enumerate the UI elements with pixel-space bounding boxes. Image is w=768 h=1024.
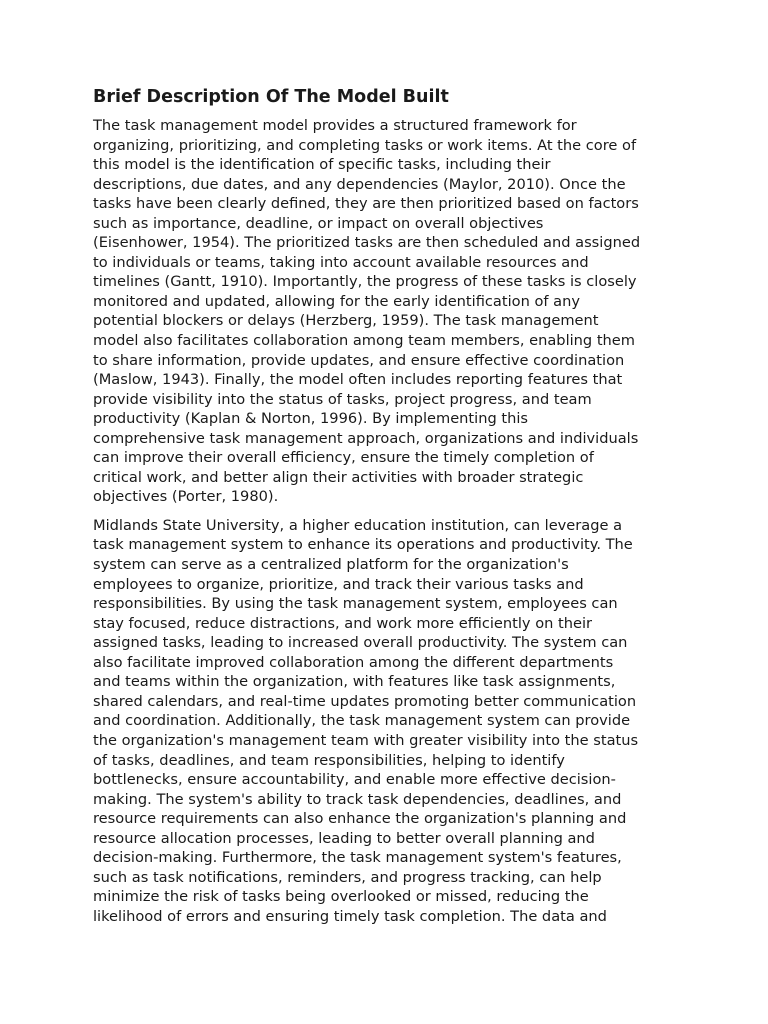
text-line: can improve their overall efficiency, ensure the timely completion of <box>93 449 594 467</box>
text-line: The task management model provides a structured framework for <box>93 117 577 134</box>
text-line: employees to organize, prioritize, and track their various tasks and <box>93 575 584 593</box>
document-page <box>93 86 675 935</box>
text-line: and teams within the organization, with features like task assignments, <box>93 673 616 691</box>
text-line: organizing, prioritizing, and completing tasks or work items. At the core of <box>93 136 637 154</box>
text-line: model also facilitates collaboration among team members, enabling them <box>93 332 635 350</box>
text-line: responsibilities. By using the task management system, employees can <box>93 595 618 613</box>
text-line: such as importance, deadline, or impact on overall objectives <box>93 214 544 232</box>
text-line: task management system to enhance its operations and productivity. The <box>93 536 633 554</box>
text-line: resource requirements can also enhance the organization's planning and <box>93 810 627 828</box>
text-line: comprehensive task management approach, organizations and individuals <box>93 429 639 447</box>
text-line: and coordination. Additionally, the task management system can provide <box>93 712 631 730</box>
text-line: system can serve as a centralized platform for the organization's <box>93 556 569 574</box>
text-line: critical work, and better align their activities with broader strategic <box>93 468 584 486</box>
document-title: Brief Description Of The Model Built <box>93 87 449 107</box>
text-line: (Eisenhower, 1954). The prioritized tasks are then scheduled and assigned <box>93 234 641 252</box>
text-line: (Maslow, 1943). Finally, the model often includes reporting features that <box>93 371 623 389</box>
text-line: provide visibility into the status of tasks, project progress, and team <box>93 390 592 408</box>
text-line: tasks have been clearly defined, they are then prioritized based on factors <box>93 195 639 213</box>
text-line: potential blockers or delays (Herzberg, 1959). The task management <box>93 312 599 330</box>
text-line: stay focused, reduce distractions, and work more efficiently on their <box>93 614 593 632</box>
text-line: objectives (Porter, 1980). <box>93 488 279 506</box>
text-line: of tasks, deadlines, and team responsibilities, helping to identify <box>93 751 565 769</box>
text-line: shared calendars, and real-time updates promoting better communication <box>93 692 637 710</box>
text-line: likelihood of errors and ensuring timely task completion. The data and <box>93 907 607 925</box>
text-line: Midlands State University, a higher education institution, can leverage a <box>93 516 623 534</box>
text-line: bottlenecks, ensure accountability, and enable more effective decision- <box>93 771 616 789</box>
text-line: to share information, provide updates, and ensure effective coordination <box>93 351 625 369</box>
paragraph-msu-application <box>93 516 675 926</box>
text-line: decision-making. Furthermore, the task management system's features, <box>93 849 622 867</box>
text-line: resource allocation processes, leading to better overall planning and <box>93 829 595 847</box>
text-line: productivity (Kaplan & Norton, 1996). By implementing this <box>93 410 528 428</box>
text-line: the organization's management team with greater visibility into the status <box>93 731 639 749</box>
text-line: this model is the identification of specific tasks, including their <box>93 156 551 174</box>
text-line: monitored and updated, allowing for the early identification of any <box>93 292 580 310</box>
text-line: also facilitate improved collaboration among the different departments <box>93 653 614 671</box>
paragraph-model-description <box>93 116 675 507</box>
text-line: timelines (Gantt, 1910). Importantly, the progress of these tasks is closely <box>93 273 637 291</box>
text-line: assigned tasks, leading to increased overall productivity. The system can <box>93 634 628 652</box>
text-line: descriptions, due dates, and any dependencies (Maylor, 2010). Once the <box>93 175 626 193</box>
text-line: to individuals or teams, taking into account available resources and <box>93 253 589 271</box>
text-line: making. The system's ability to track task dependencies, deadlines, and <box>93 790 622 808</box>
text-line: minimize the risk of tasks being overlooked or missed, reducing the <box>93 888 589 906</box>
text-line: such as task notifications, reminders, and progress tracking, can help <box>93 868 602 886</box>
